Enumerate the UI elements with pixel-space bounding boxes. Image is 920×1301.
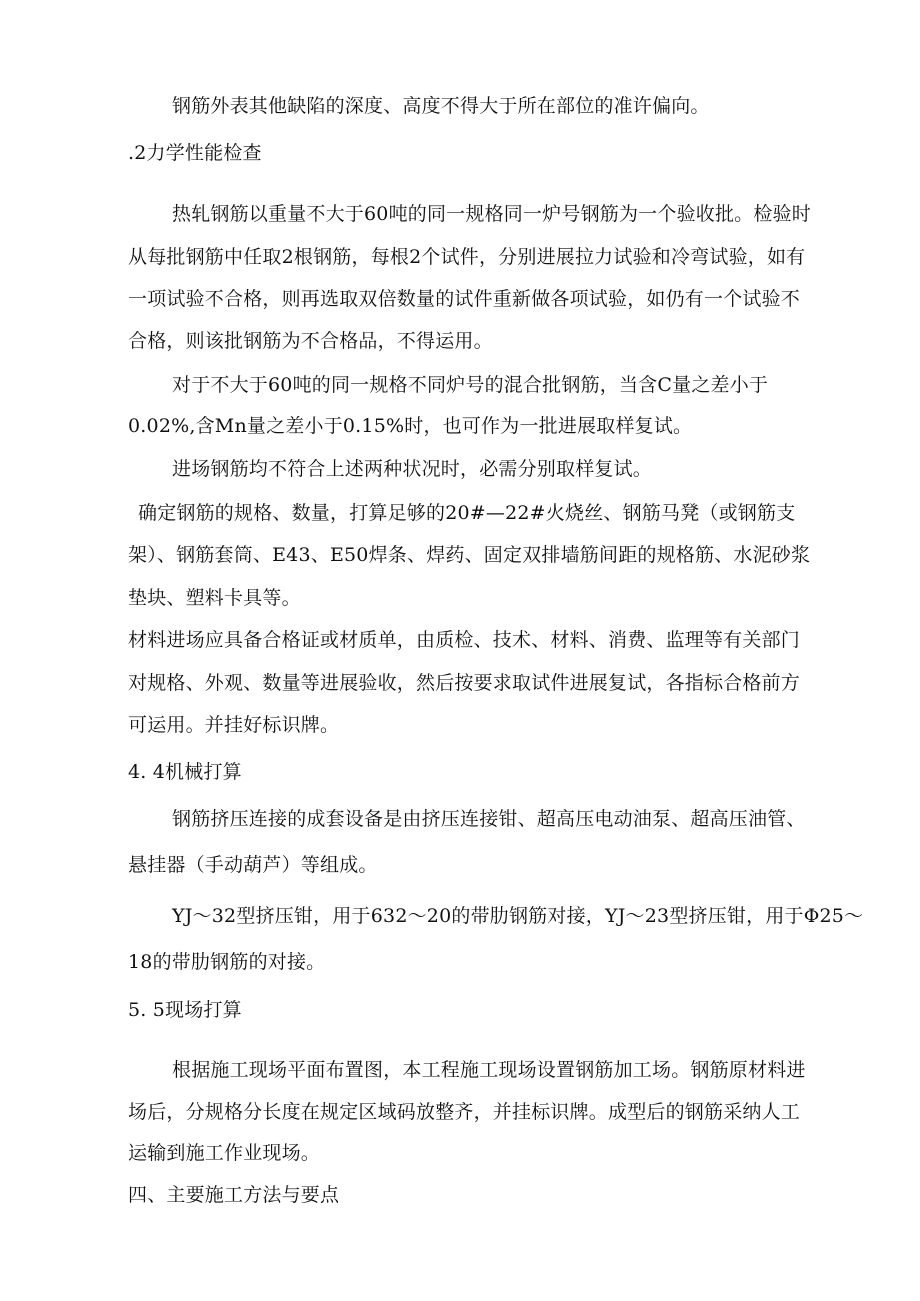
section-heading: 四、主要施工方法与要点 — [128, 1184, 340, 1206]
text-line: 18的带肋钢筋的对接。 — [128, 951, 326, 973]
text-line: 对于不大于60吨的同一规格不同炉号的混合批钢筋，当含C量之差小于 — [172, 374, 769, 396]
text-line: 进场钢筋均不符合上述两种状况时，必需分别取样复试。 — [172, 458, 653, 480]
text-line: 钢筋挤压连接的成套设备是由挤压连接钳、超高压电动油泵、超高压油管、 — [172, 808, 806, 830]
text-line: 垫块、塑料卡具等。 — [128, 587, 301, 609]
text-line: 材料进场应具备合格证或材质单，由质检、技术、材料、消费、监理等有关部门 — [128, 629, 801, 651]
text-line: 场后，分规格分长度在规定区域码放整齐，并挂标识牌。成型后的钢筋采纳人工 — [128, 1101, 801, 1123]
section-heading: 4. 4机械打算 — [128, 761, 242, 783]
text-line: 可运用。并挂好标识牌。 — [128, 714, 340, 736]
text-line: 对规格、外观、数量等进展验收，然后按要求取试件进展复试，各指标合格前方 — [128, 672, 801, 694]
text-line: 热轧钢筋以重量不大于60吨的同一规格同一炉号钢筋为一个验收批。检验时 — [172, 203, 811, 225]
text-line: 钢筋外表其他缺陷的深度、高度不得大于所在部位的准许偏向。 — [172, 95, 710, 117]
text-line: 确定钢筋的规格、数量，打算足够的20#—22#火烧丝、钢筋马凳（或钢筋支 — [138, 502, 796, 524]
text-line: 0.02%,含Mn量之差小于0.15%时，也可作为一批进展取样复试。 — [128, 415, 693, 437]
text-line: 悬挂器（手动葫芦）等组成。 — [128, 854, 378, 876]
section-heading: .2力学性能检查 — [128, 142, 262, 164]
text-line: 从每批钢筋中任取2根钢筋，每根2个试件，分别进展拉力试验和冷弯试验，如有 — [128, 246, 806, 268]
text-line: 一项试验不合格，则再选取双倍数量的试件重新做各项试验，如仍有一个试验不 — [128, 288, 801, 310]
section-heading: 5. 5现场打算 — [128, 999, 242, 1021]
text-line: 根据施工现场平面布置图，本工程施工现场设置钢筋加工场。钢筋原材料进 — [172, 1059, 806, 1081]
text-line: 合格，则该批钢筋为不合格品，不得运用。 — [128, 330, 493, 352]
text-line: 架）、钢筋套筒、E43、E50焊条、焊药、固定双排墙筋间距的规格筋、水泥砂浆 — [128, 544, 811, 566]
text-line: YJ～32型挤压钳，用于632～20的带肋钢筋对接，YJ～23型挤压钳，用于Φ25～ — [172, 905, 864, 927]
text-line: 运输到施工作业现场。 — [128, 1142, 321, 1164]
